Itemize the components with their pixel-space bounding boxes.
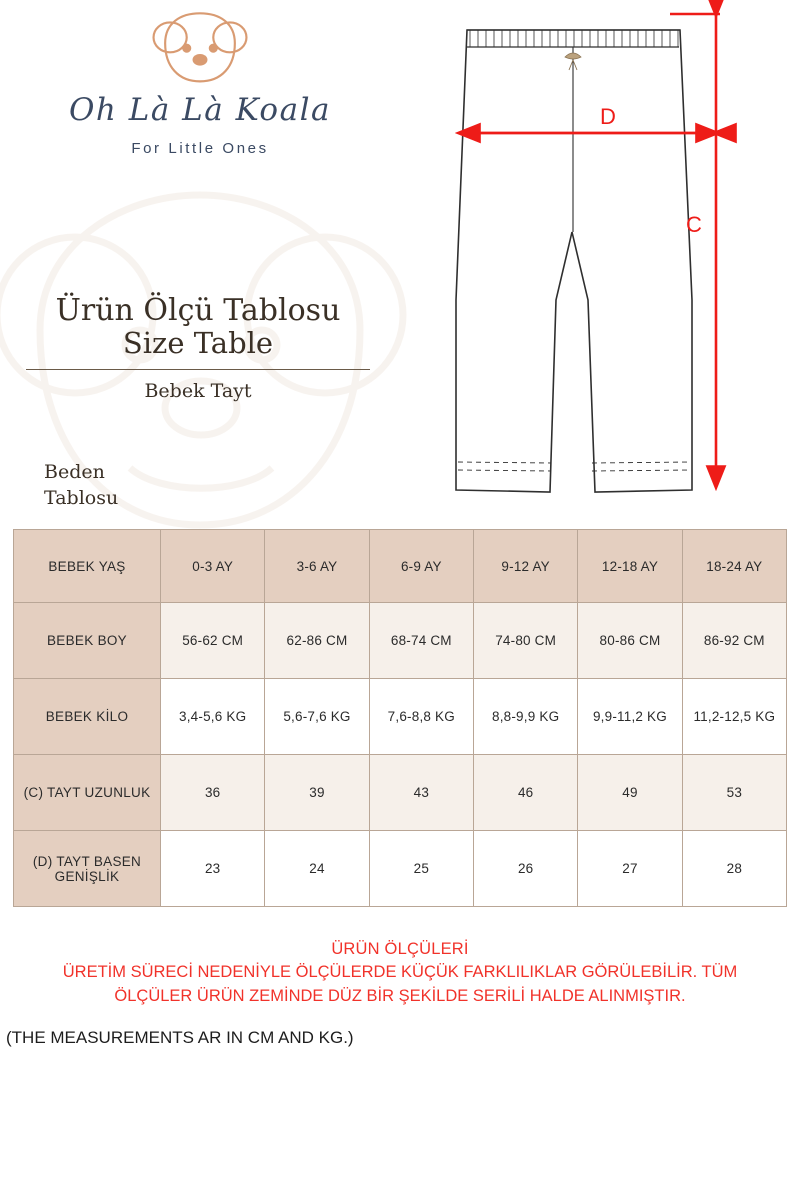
page-title-tr: Ürün Ölçü Tablosu	[55, 293, 341, 328]
table-row	[14, 679, 787, 755]
table-cell: 53	[682, 755, 786, 831]
table-cell: 3,4-5,6 KG	[161, 679, 265, 755]
table-cell: 86-92 CM	[682, 603, 786, 679]
table-cell: 5,6-7,6 KG	[265, 679, 369, 755]
brand-name: Oh Là Là Koala	[69, 92, 331, 128]
koala-head-icon	[150, 10, 250, 88]
table-cell: 23	[161, 831, 265, 907]
table-cell: 56-62 CM	[161, 603, 265, 679]
diagram-label-D: D	[600, 104, 616, 129]
table-cell: 68-74 CM	[369, 603, 473, 679]
table-cell: 24	[265, 831, 369, 907]
table-cell: 46	[473, 755, 577, 831]
table-header-cell: 3-6 AY	[265, 530, 369, 603]
leggings-diagram	[420, 0, 800, 520]
table-header-cell: 6-9 AY	[369, 530, 473, 603]
title-divider	[26, 369, 370, 370]
table-header-cell: 12-18 AY	[578, 530, 682, 603]
row-label: (D) TAYT BASEN GENİŞLİK	[14, 831, 161, 907]
size-chart-label-line2: Tablosu	[44, 486, 119, 509]
table-row	[14, 603, 787, 679]
row-label: BEBEK KİLO	[14, 679, 161, 755]
measurement-note-line1: ÜRÜN ÖLÇÜLERİ	[331, 940, 469, 958]
table-cell: 7,6-8,8 KG	[369, 679, 473, 755]
table-cell: 74-80 CM	[473, 603, 577, 679]
table-cell: 28	[682, 831, 786, 907]
table-cell: 39	[265, 755, 369, 831]
table-header-cell: 0-3 AY	[161, 530, 265, 603]
table-header-cell: 9-12 AY	[473, 530, 577, 603]
table-cell: 25	[369, 831, 473, 907]
table-cell: 36	[161, 755, 265, 831]
table-header-cell: BEBEK YAŞ	[14, 530, 161, 603]
size-chart-label-line1: Beden	[44, 461, 105, 483]
size-table	[13, 529, 787, 907]
units-note: (THE MEASUREMENTS AR IN CM AND KG.)	[6, 1028, 354, 1047]
table-header-row	[14, 530, 787, 603]
row-label: (C) TAYT UZUNLUK	[14, 755, 161, 831]
table-cell: 8,8-9,9 KG	[473, 679, 577, 755]
brand-tagline: For Little Ones	[131, 140, 269, 157]
table-cell: 80-86 CM	[578, 603, 682, 679]
title-block	[18, 295, 378, 402]
table-row	[14, 831, 787, 907]
measurement-note	[0, 938, 800, 1008]
diagram-label-C: C	[686, 212, 702, 237]
table-cell: 9,9-11,2 KG	[578, 679, 682, 755]
table-cell: 26	[473, 831, 577, 907]
product-name: Bebek Tayt	[144, 379, 252, 402]
table-cell: 49	[578, 755, 682, 831]
page-title-en: Size Table	[122, 326, 274, 361]
size-chart-label	[44, 460, 118, 511]
measurement-note-line3: ÖLÇÜLER ÜRÜN ZEMİNDE DÜZ BİR ŞEKİLDE SERİLİ HALDE ALINMIŞTIR.	[114, 986, 686, 1005]
row-label: BEBEK BOY	[14, 603, 161, 679]
table-row	[14, 755, 787, 831]
measurement-note-line2: ÜRETİM SÜRECİ NEDENİYLE ÖLÇÜLERDE KÜÇÜK FARKLILIKLAR GÖRÜLEBİLİR. TÜM	[62, 963, 738, 982]
table-cell: 43	[369, 755, 473, 831]
brand-logo	[0, 10, 400, 157]
table-cell: 62-86 CM	[265, 603, 369, 679]
table-cell: 27	[578, 831, 682, 907]
table-cell: 11,2-12,5 KG	[682, 679, 786, 755]
table-header-cell: 18-24 AY	[682, 530, 786, 603]
